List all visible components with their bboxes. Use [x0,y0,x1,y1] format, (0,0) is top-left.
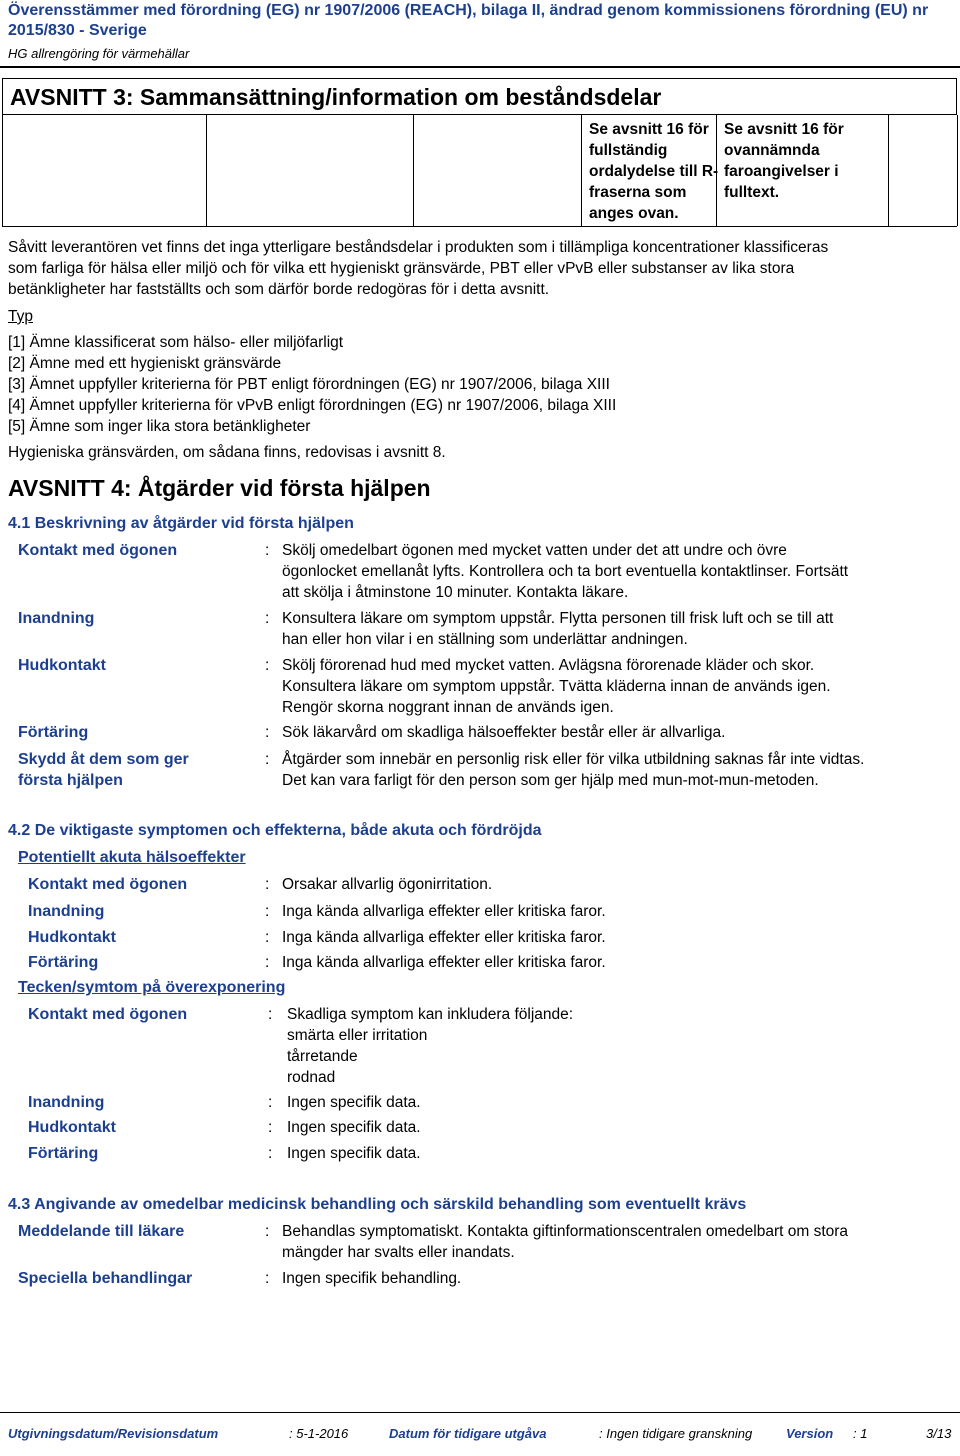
acute-label-eye-contact: Kontakt med ögonen [28,876,188,893]
symptom-label-eye-contact: Kontakt med ögonen [28,1006,188,1023]
label-ingestion: Förtäring [18,724,89,741]
colon: : [265,542,270,559]
footer-previous-value: : Ingen tidigare granskning [599,1426,753,1441]
colon: : [265,724,270,741]
product-name: HG allrengöring för värmehällar [8,46,190,61]
subsection-4-3-title: 4.3 Angivande av omedelbar medicinsk behandling och särskild behandling som eventuellt krävs [8,1196,747,1213]
acute-value-inhalation: Inga kända allvarliga effekter eller kritiska faror. [282,903,606,920]
acute-label-ingestion: Förtäring [28,954,99,971]
footer-page-number: 3/13 [926,1426,952,1441]
list-item: [1] Ämne klassificerat som hälso- eller miljöfarligt [8,334,344,351]
symptom-value-inhalation: Ingen specifik data. [287,1094,421,1111]
colon: : [268,1119,273,1136]
symptom-value-ingestion: Ingen specifik data. [287,1145,421,1162]
label-skin-contact: Hudkontakt [18,657,106,674]
value-specific-treatments: Ingen specifik behandling. [282,1270,462,1287]
value-ingestion: Sök läkarvård om skadliga hälsoeffekter består eller är allvarliga. [282,724,726,741]
limits-note: Hygieniska gränsvärden, om sådana finns, redovisas i avsnitt 8. [8,444,446,461]
colon: : [268,1006,273,1023]
table-cell-r-phrases: Se avsnitt 16 för fullständig ordalydelse till R- fraserna som anges ovan. [589,121,719,222]
acute-value-eye-contact: Orsakar allvarlig ögonirritation. [282,876,493,893]
composition-paragraph: Såvitt leverantören vet finns det inga ytterligare beståndsdelar i produkten som i tillämpliga koncentrationer klassificeras som farliga för hälsa eller miljö och för vilka ett hygieniskt gränsvärde, PBT eller vPvB eller substanser av lika stora betänkligheter har fastställts och som därför borde redogöras för i detta avsnitt. [8,239,829,298]
label-inhalation: Inandning [18,610,95,627]
acute-value-skin-contact: Inga kända allvarliga effekter eller kritiska faror. [282,929,606,946]
colon: : [265,751,270,768]
section4-title: AVSNITT 4: Åtgärder vid första hjälpen [8,475,431,501]
subsection-4-2-title: 4.2 De viktigaste symptomen och effekterna, både akuta och fördröjda [8,822,542,839]
label-note-to-physician: Meddelande till läkare [18,1223,185,1240]
table-border [2,226,957,227]
acute-value-ingestion: Inga kända allvarliga effekter eller kritiska faror. [282,954,606,971]
symptom-label-ingestion: Förtäring [28,1145,99,1162]
list-item: [3] Ämnet uppfyller kriterierna för PBT enligt förordningen (EG) nr 1907/2006, bilaga XIII [8,376,610,393]
symptoms-heading: Tecken/symtom på överexponering [18,979,286,996]
list-item: [2] Ämne med ett hygieniskt gränsvärde [8,355,282,372]
list-item: [4] Ämnet uppfyller kriterierna för vPvB enligt förordningen (EG) nr 1907/2006, bilaga XIII [8,397,617,414]
footer-version-value: : 1 [853,1426,868,1441]
colon: : [265,903,270,920]
symptom-value-eye-contact: Skadliga symptom kan inkludera följande: smärta eller irritation tårretande rodnad [287,1006,574,1086]
footer-issue-label: Utgivningsdatum/Revisionsdatum [8,1426,219,1441]
label-eye-contact: Kontakt med ögonen [18,542,178,559]
value-first-aider-protection: Åtgärder som innebär en personlig risk eller för vilka utbildning saknas får inte vidtas. Det kan vara farligt för den person som ger hjälp med mun-mot-mun-metoden. [282,751,865,789]
table-border [581,115,582,226]
colon: : [265,954,270,971]
value-eye-contact: Skölj omedelbart ögonen med mycket vatten under det att undre och övre ögonlocket emellanåt lyfts. Kontrollera och ta bort eventuella kontaktlinser. Fortsätt att skölja i åtminstone 10 minuter. Kontakta läkare. [282,542,849,601]
footer-issue-value: : 5-1-2016 [289,1426,349,1441]
value-inhalation: Konsultera läkare om symptom uppstår. Flytta personen till frisk luft och se till att han eller hon vilar i en ställning som underlättar andningen. [282,610,834,648]
colon: : [265,929,270,946]
colon: : [265,1270,270,1287]
colon: : [265,876,270,893]
colon: : [268,1145,273,1162]
table-border [2,115,3,226]
symptom-label-inhalation: Inandning [28,1094,105,1111]
acute-effects-heading: Potentiellt akuta hälsoeffekter [18,849,246,866]
acute-label-skin-contact: Hudkontakt [28,929,116,946]
table-cell-hazard-statements: Se avsnitt 16 för ovannämnda faroangivelser i fulltext. [724,121,844,201]
header-divider [0,66,960,68]
symptom-label-skin-contact: Hudkontakt [28,1119,116,1136]
table-border [957,115,958,226]
subsection-4-1-title: 4.1 Beskrivning av åtgärder vid första hjälpen [8,515,354,532]
colon: : [265,657,270,674]
typ-label: Typ [8,308,33,325]
table-border [888,115,889,226]
footer-version-label: Version [786,1426,834,1441]
label-first-aider-protection: Skydd åt dem som ger första hjälpen [18,751,189,789]
document-header-title: Överensstämmer med förordning (EG) nr 1907/2006 (REACH), bilaga II, ändrad genom kommissionens förordning (EU) nr 2015/830 - Sverige [8,2,929,39]
label-specific-treatments: Speciella behandlingar [18,1270,193,1287]
value-note-to-physician: Behandlas symptomatiskt. Kontakta giftinformationscentralen omedelbart om stora mängder har svalts eller inandats. [282,1223,849,1261]
section3-title: AVSNITT 3: Sammansättning/information om beståndsdelar [10,84,662,110]
table-border [413,115,414,226]
colon: : [265,1223,270,1240]
value-skin-contact: Skölj förorenad hud med mycket vatten. Avlägsna förorenade kläder och skor. Konsultera läkare om symptom uppstår. Tvätta kläderna innan de används igen. Rengör skorna noggrant innan de används igen. [282,657,831,716]
footer-previous-label: Datum för tidigare utgåva [389,1426,547,1441]
colon: : [265,610,270,627]
list-item: [5] Ämne som inger lika stora betänkligheter [8,418,311,435]
acute-label-inhalation: Inandning [28,903,105,920]
typ-list [8,332,616,437]
colon: : [268,1094,273,1111]
footer-divider [0,1412,960,1413]
symptom-value-skin-contact: Ingen specifik data. [287,1119,421,1136]
table-border [206,115,207,226]
